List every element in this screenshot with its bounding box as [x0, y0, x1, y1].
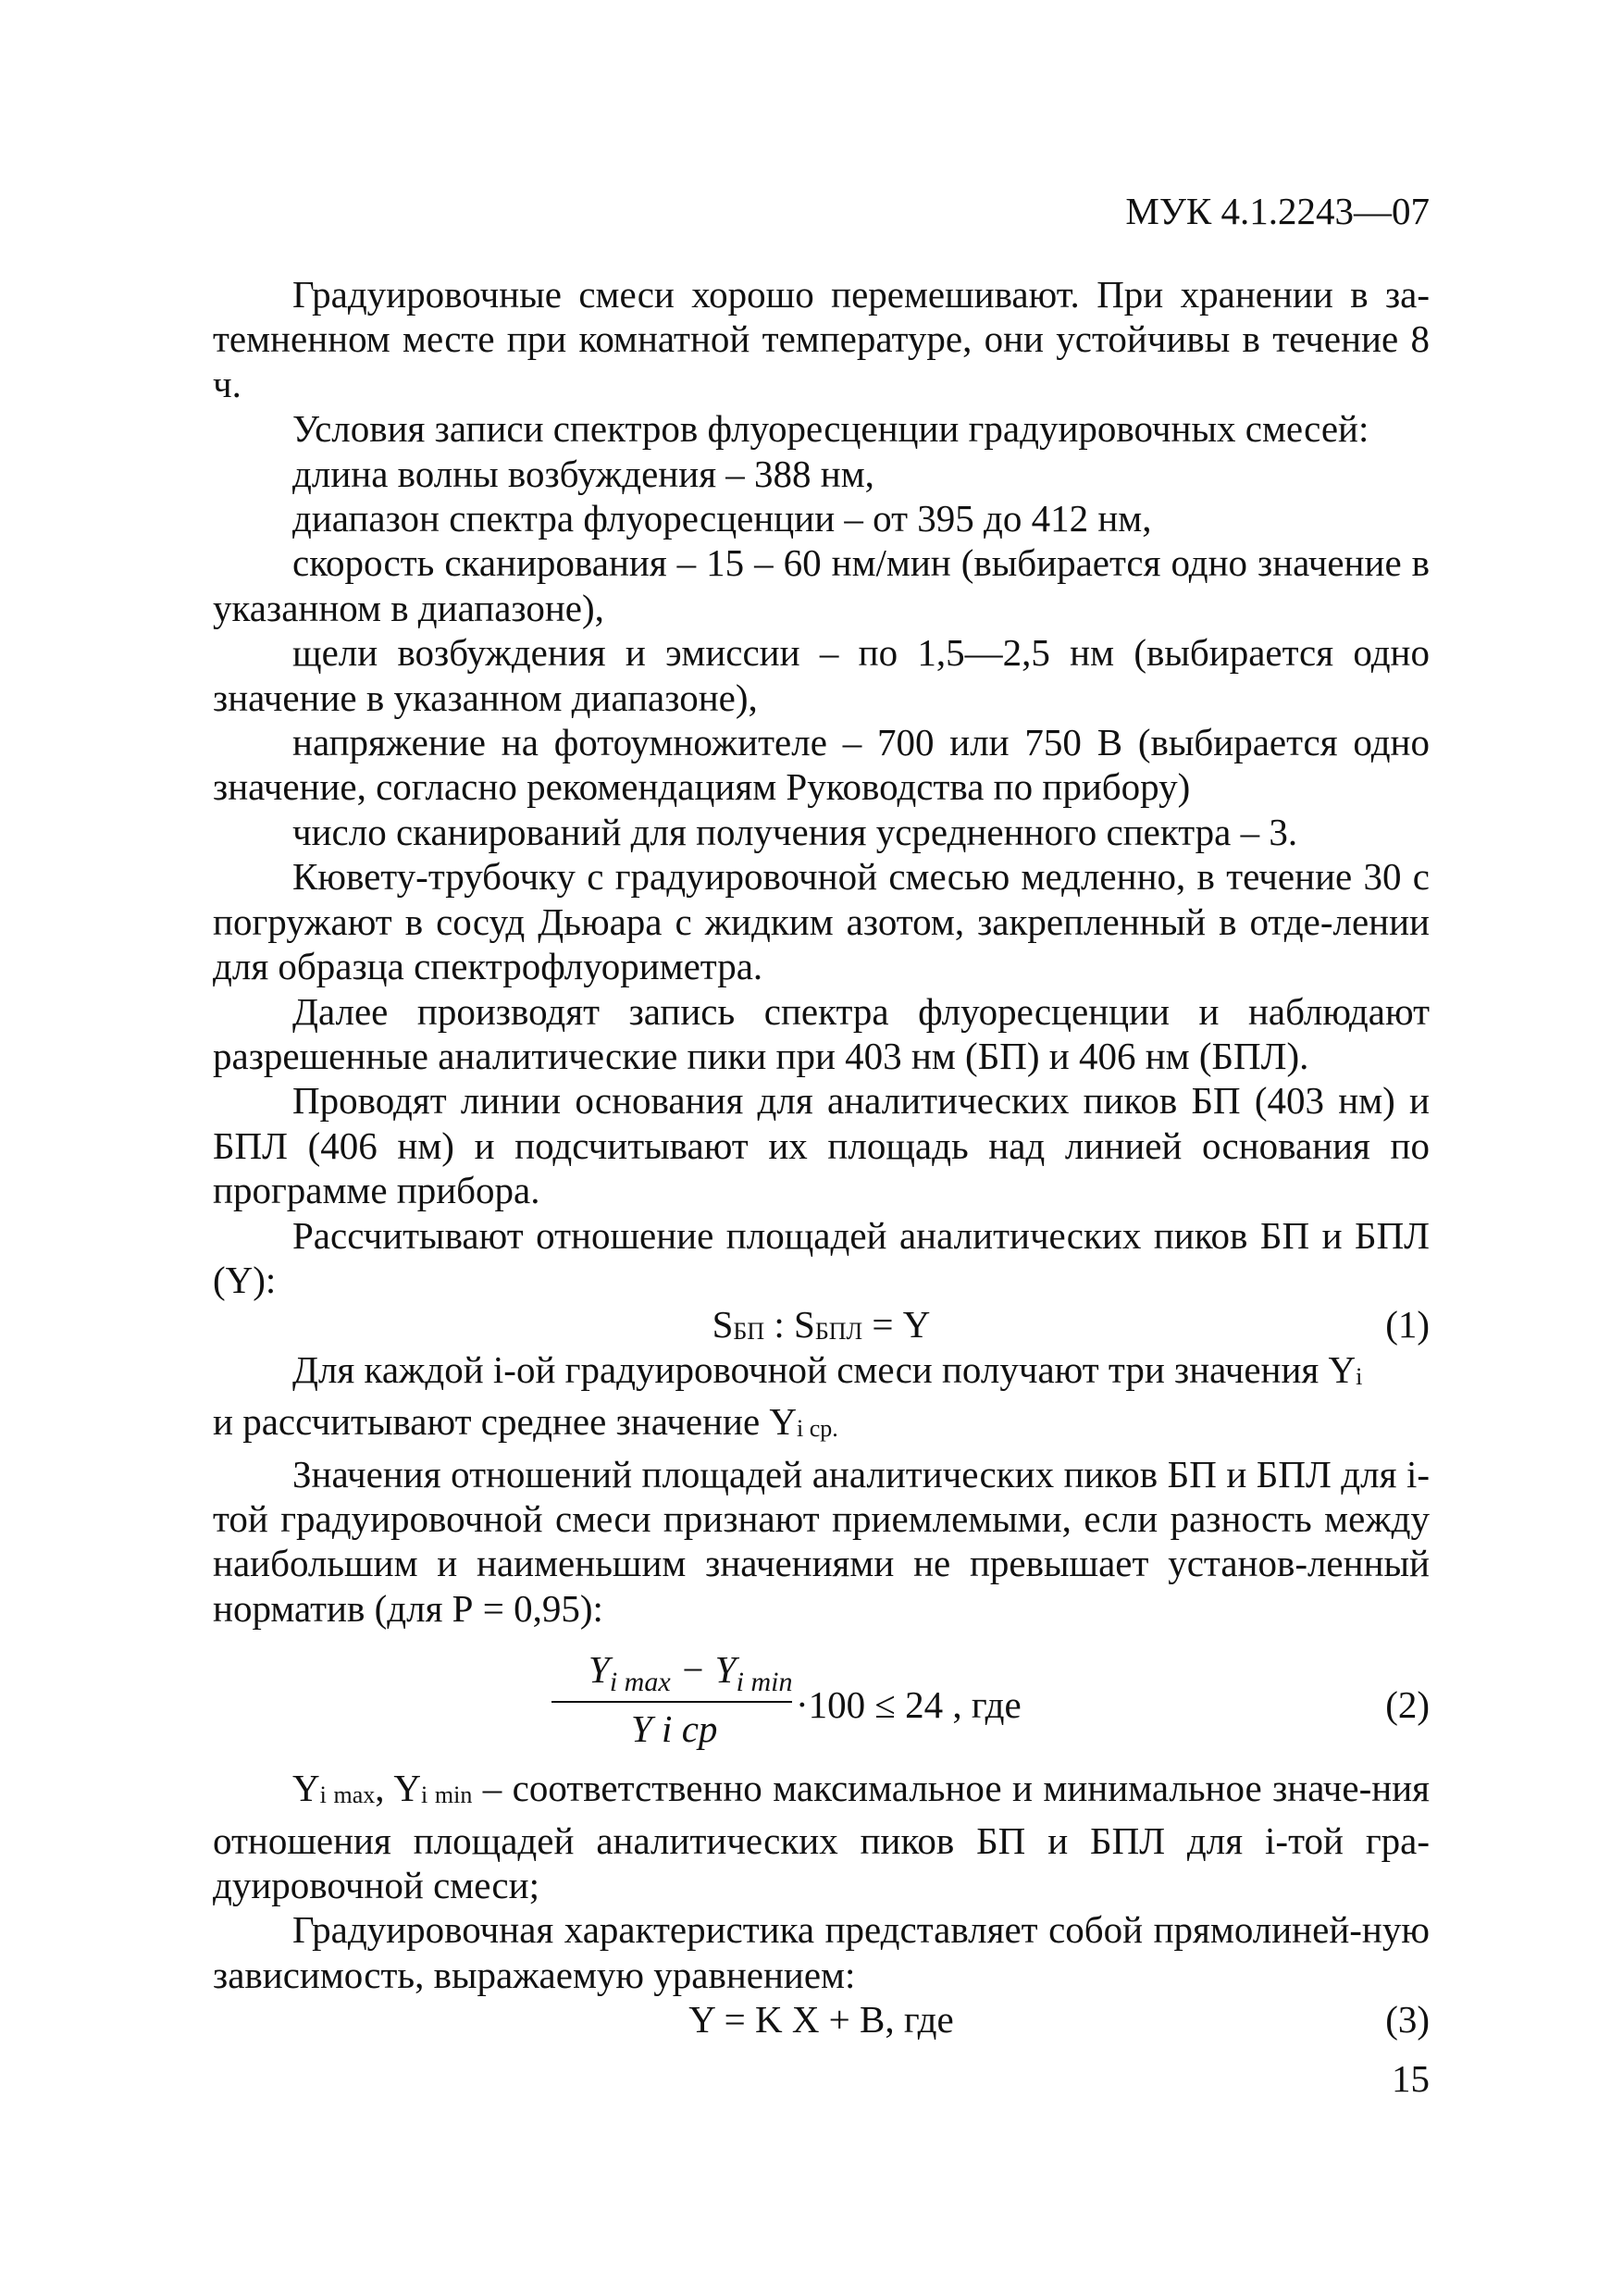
fraction-bar	[551, 1701, 792, 1703]
formula-3-expression: Y = K X + B, где	[688, 1998, 954, 2042]
condition-slits: щели возбуждения и эмиссии – по 1,5—2,5 нм (выбирается одно значение в указанном диапазоне),	[213, 631, 1430, 719]
condition-scan-count: число сканирований для получения усредненного спектра – 3.	[292, 810, 1298, 853]
paragraph-ratio: Рассчитывают отношение площадей аналитических пиков БП и БПЛ (Y):	[213, 1213, 1430, 1301]
paragraph-cuvette: Кювету-трубочку с градуировочной смесью медленно, в течение 30 с погружают в сосуд Дьюара с жидким азотом, закрепленный в отде-лении для образца спектрофлуориметра.	[213, 855, 1430, 988]
paragraph-definitions: $Y_{i max}$, $Y_{i min}$ – соответственно максимальное и минимальное значе-ния отношения площадей аналитических пиков БП и БПЛ для i-той гра-дуировочной смеси;	[213, 1767, 1431, 1906]
paragraph-mean-value: Для каждой i-ой градуировочной смеси получают три значения $Y_i$ и рассчитывают среднее значение $Y_{i ср.}$	[213, 1347, 1363, 1444]
formula-2-number: (2)	[1385, 1683, 1430, 1727]
page-body	[213, 272, 1430, 2042]
formula-3-number: (3)	[1385, 1998, 1430, 2042]
formula-3	[213, 1997, 1430, 2042]
formula-1-expression: $S_{БП}$ : $S_{БПЛ} = Y$	[712, 1303, 931, 1347]
formula-1	[213, 1302, 1430, 1347]
document-code-header: МУК 4.1.2243—07	[1125, 190, 1430, 232]
condition-voltage: напряжение на фотоумножителе – 700 или 750 В (выбирается одно значение, согласно рекомендациям Руководства по прибору)	[213, 721, 1430, 809]
formula-2-numerator: $Y_{i max} - Y_{i min}$	[588, 1648, 793, 1698]
condition-wavelength: длина волны возбуждения – 388 нм,	[292, 452, 874, 495]
paragraph-baseline: Проводят линии основания для аналитических пиков БП (403 нм) и БПЛ (406 нм) и подсчитывают их площадь над линией основания по программе прибора.	[213, 1079, 1430, 1212]
condition-scan-speed: скорость сканирования – 15 – 60 нм/мин (выбирается одно значение в указанном в диапазоне),	[213, 541, 1430, 629]
formula-1-number: (1)	[1385, 1303, 1430, 1347]
paragraph-characteristic: Градуировочная характеристика представляет собой прямолиней-ную зависимость, выражаемую уравнением:	[213, 1908, 1430, 1996]
paragraph-recording: Далее производят запись спектра флуоресценции и наблюдают разрешенные аналитические пики при 403 нм (БП) и 406 нм (БПЛ).	[213, 989, 1430, 1077]
paragraph-conditions: Условия записи спектров флуоресценции градуировочных смесей:	[292, 407, 1369, 451]
page-number: 15	[1392, 2057, 1430, 2100]
formula-2-denominator: Y i cp	[631, 1707, 718, 1751]
paragraph-norm: Значения отношений площадей аналитических пиков БП и БПЛ для i-той градуировочной смеси признают приемлемыми, если разность между наибольшим и наименьшим значениями не превышает установ-ленный норматив (для Р = 0,95):	[213, 1452, 1430, 1630]
paragraph-mixing: Градуировочные смеси хорошо перемешивают. При хранении в за-темненном месте при комнатной температуре, они устойчивы в течение 8 ч.	[213, 273, 1430, 405]
condition-range: диапазон спектра флуоресценции – от 395 до 412 нм,	[292, 497, 1152, 540]
formula-2	[213, 1647, 1430, 1756]
formula-2-tail: ·100 ≤ 24 , где	[796, 1683, 1022, 1727]
